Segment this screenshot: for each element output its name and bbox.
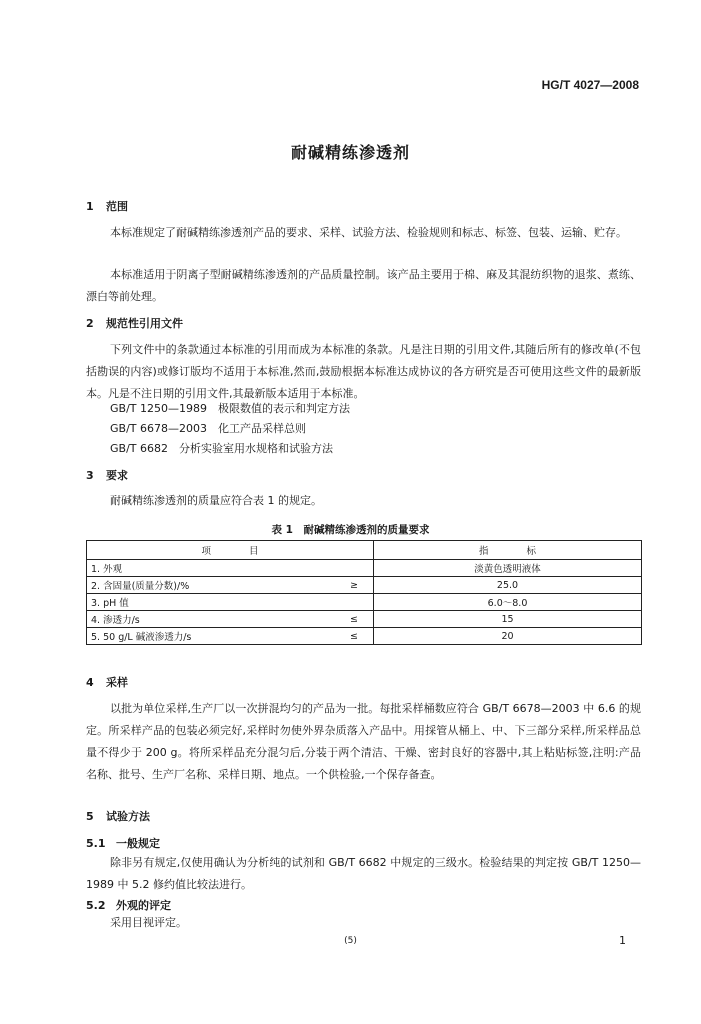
- table-cell-item: 3. pH 值: [87, 594, 336, 611]
- section-3-title: 要求: [106, 469, 128, 482]
- section-3-heading: [86, 467, 128, 483]
- section-2-paragraph-1: 下列文件中的条款通过本标准的引用而成为本标准的条款。凡是注日期的引用文件,其随后所有的修改单(不包括勘误的内容)或修订版均不适用于本标准,然而,鼓励根据本标准达成协议的各方研究是否可使用这些文件的最新版本。凡是不注日期的引用文件,其最新版本适用于本标准。: [86, 343, 641, 400]
- table-cell-item: 1. 外观: [87, 560, 336, 577]
- section-5-number: 5: [86, 810, 94, 823]
- section-4-paragraph-1: 以批为单位采样,生产厂以一次拼混均匀的产品为一批。每批采样桶数应符合 GB/T 6678—2003 中 6.6 的规定。所采样产品的包装必须完好,采样时勿使外界杂质落入产品中。用採管从桶上、中、下三部分采样,所采样品总量不得少于 200 g。将所采样品充分混匀后,分装于两个清洁、干燥、密封良好的容器中,其上粘贴标签,注明:产品名称、批号、生产厂名称、采样日期、地点。一个供检验,一个保存备查。: [86, 702, 641, 781]
- table-row: [87, 560, 642, 577]
- reference-item: GB/T 1250—1989 极限数值的表示和判定方法: [110, 402, 350, 415]
- table-row: [87, 611, 642, 628]
- table-cell-item: 4. 渗透力/s: [87, 611, 336, 628]
- table-cell-symbol: ≥: [335, 577, 374, 594]
- document-title: 耐碱精练渗透剂: [290, 143, 410, 162]
- table-cell-symbol: [335, 560, 374, 577]
- table-header-row: [87, 541, 642, 560]
- section-5-2-paragraph: 采用目视评定。: [110, 916, 187, 929]
- section-5-1-heading: [86, 835, 160, 851]
- table-cell-symbol: ≤: [335, 611, 374, 628]
- footer-page-marker: (5): [344, 936, 357, 946]
- table-cell-symbol: ≤: [335, 628, 374, 645]
- section-1-paragraph-2: 本标准适用于阴离子型耐碱精练渗透剂的产品质量控制。该产品主要用于棉、麻及其混纺织物的退浆、煮练、漂白等前处理。: [86, 268, 641, 303]
- section-2-heading: [86, 315, 183, 331]
- section-5-title: 试验方法: [106, 810, 150, 823]
- table-1-title: 表 1 耐碱精练渗透剂的质量要求: [271, 524, 430, 536]
- section-5-heading: [86, 808, 150, 824]
- section-5-1-number: 5.1: [86, 837, 106, 850]
- table-cell-value: 25.0: [374, 577, 642, 594]
- standard-code: HG/T 4027—2008: [541, 78, 639, 92]
- table-row: [87, 628, 642, 645]
- table-cell-item: 5. 50 g/L 碱液渗透力/s: [87, 628, 336, 645]
- section-5-2-heading: [86, 897, 171, 913]
- table-row: [87, 594, 642, 611]
- section-5-1-paragraph: 除非另有规定,仅使用确认为分析纯的试剂和 GB/T 6682 中规定的三级水。检验结果的判定按 GB/T 1250—1989 中 5.2 修约值比较法进行。: [86, 856, 641, 891]
- section-4-number: 4: [86, 676, 94, 689]
- section-5-1-title: 一般规定: [116, 837, 160, 850]
- table-cell-value: 15: [374, 611, 642, 628]
- table-cell-value: 6.0～8.0: [374, 594, 642, 611]
- table-header-index: 指 标: [374, 541, 642, 560]
- section-5-2-title: 外观的评定: [116, 899, 171, 912]
- page-number: 1: [619, 934, 626, 947]
- reference-item: GB/T 6678—2003 化工产品采样总则: [110, 422, 306, 435]
- section-2-number: 2: [86, 317, 94, 330]
- section-2-title: 规范性引用文件: [106, 317, 183, 330]
- table-row: [87, 577, 642, 594]
- quality-requirements-table: [86, 540, 642, 645]
- table-cell-symbol: [335, 594, 374, 611]
- section-4-heading: [86, 674, 128, 690]
- table-cell-value: 淡黄色透明液体: [374, 560, 642, 577]
- section-3-number: 3: [86, 469, 94, 482]
- reference-item: GB/T 6682 分析实验室用水规格和试验方法: [110, 442, 333, 455]
- table-header-item: 项 目: [87, 541, 374, 560]
- section-4-title: 采样: [106, 676, 128, 689]
- section-5-2-number: 5.2: [86, 899, 106, 912]
- section-1-paragraph-1: 本标准规定了耐碱精练渗透剂产品的要求、采样、试验方法、检验规则和标志、标签、包装、运输、贮存。: [110, 226, 627, 239]
- table-cell-value: 20: [374, 628, 642, 645]
- table-cell-item: 2. 含固量(质量分数)/%: [87, 577, 336, 594]
- section-1-title: 范围: [106, 200, 128, 213]
- section-1-heading: [86, 198, 128, 214]
- section-3-paragraph-1: 耐碱精练渗透剂的质量应符合表 1 的规定。: [110, 494, 322, 507]
- section-1-number: 1: [86, 200, 94, 213]
